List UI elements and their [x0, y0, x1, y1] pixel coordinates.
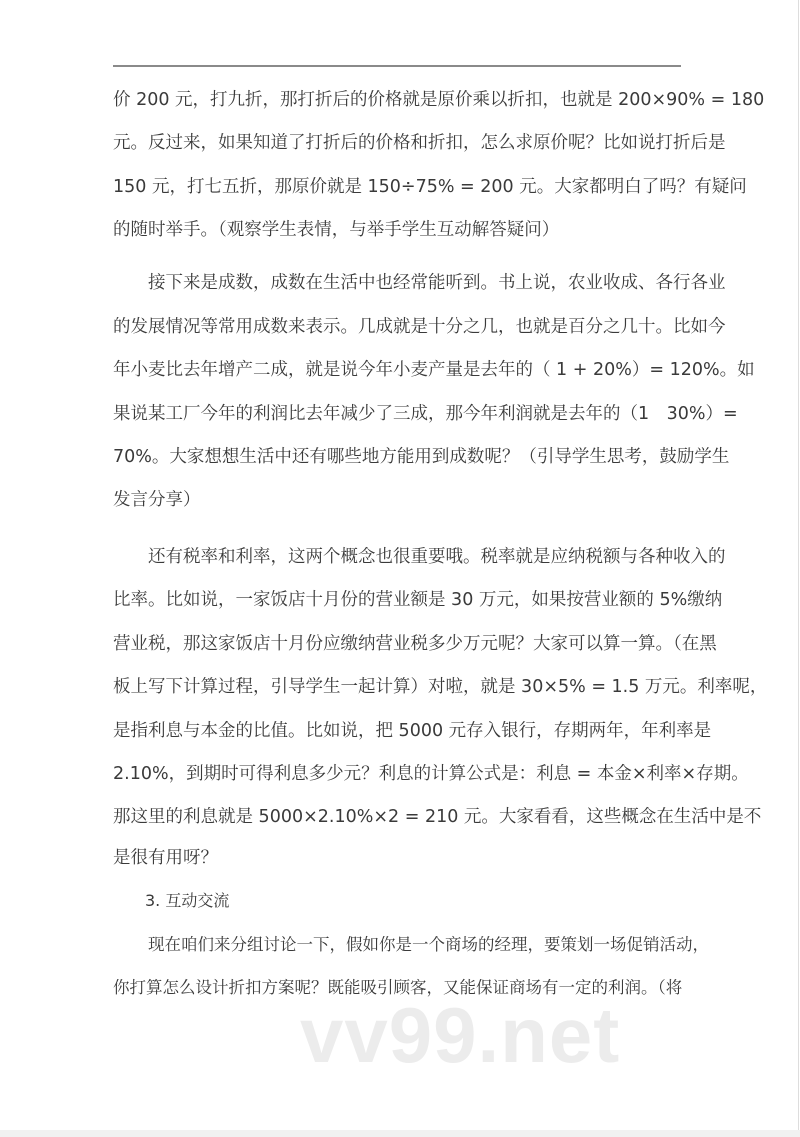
text-line: 那这里的利息就是 5000×2.10%×2 = 210 元。大家看看，这些概念在生活中是不 — [113, 807, 762, 827]
text-line: 的随时举手。（观察学生表情，与举手学生互动解答疑问） — [113, 220, 560, 240]
page-gap — [0, 1130, 800, 1137]
watermark: vv99.net — [300, 991, 621, 1079]
text-line: 板上写下计算过程，引导学生一起计算）对啦，就是 30×5% = 1.5 万元。利率呢， — [113, 677, 768, 697]
header-rule — [113, 65, 681, 67]
text-line: 果说某工厂今年的利润比去年减少了三成，那今年利润就是去年的（1 30%）= — [113, 404, 738, 424]
text-line: 元。反过来，如果知道了打折后的价格和折扣，怎么求原价呢？比如说打折后是 — [113, 133, 726, 153]
text-line: 比率。比如说，一家饭店十月份的营业额是 30 万元，如果按营业额的 5%缴纳 — [113, 590, 723, 610]
text-line: 2.10%，到期时可得利息多少元？利息的计算公式是：利息 = 本金×利率×存期。 — [113, 764, 749, 784]
text-line: 年小麦比去年增产二成，就是说今年小麦产量是去年的（ 1 + 20%）= 120%。如 — [113, 360, 755, 380]
text-line: 现在咱们来分组讨论一下，假如你是一个商场的经理，要策划一场促销活动， — [148, 935, 709, 954]
text-line: 营业税，那这家饭店十月份应缴纳营业税多少万元呢？大家可以算一算。（在黑 — [113, 634, 717, 654]
section-heading: 3. 互动交流 — [145, 891, 230, 910]
text-line: 是指利息与本金的比值。比如说，把 5000 元存入银行，存期两年，年利率是 — [113, 721, 712, 741]
text-line: 发言分享） — [113, 490, 201, 510]
text-line: 你打算怎么设计折扣方案呢？既能吸引顾客，又能保证商场有一定的利润。（将 — [113, 978, 683, 997]
text-line: 70%。大家想想生活中还有哪些地方能用到成数呢？（引导学生思考，鼓励学生 — [113, 447, 730, 467]
text-line: 150 元，打七五折，那原价就是 150÷75% = 200 元。大家都明白了吗？有疑问 — [113, 177, 747, 197]
text-line: 还有税率和利率，这两个概念也很重要哦。税率就是应纳税额与各种收入的 — [148, 547, 726, 567]
text-line: 是很有用呀？ — [113, 848, 218, 868]
text-line: 的发展情况等常用成数来表示。几成就是十分之几，也就是百分之几十。比如今 — [113, 317, 726, 337]
text-line: 价 200 元，打九折，那打折后的价格就是原价乘以折扣，也就是 200×90% = 180 — [113, 90, 765, 110]
text-line: 接下来是成数，成数在生活中也经常能听到。书上说，农业收成、各行各业 — [148, 273, 726, 293]
